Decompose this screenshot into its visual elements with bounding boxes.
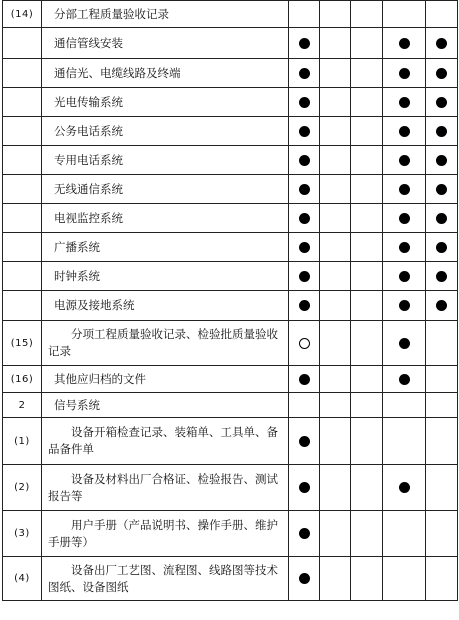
- filled-dot-mark: [299, 528, 310, 539]
- mark-cell: [320, 393, 351, 418]
- table-body: [3, 1, 458, 601]
- filled-dot-mark: [399, 482, 410, 493]
- mark-cell: [320, 366, 351, 393]
- mark-cell: [351, 88, 383, 117]
- mark-cell: [383, 511, 426, 557]
- filled-dot-mark: [299, 126, 310, 137]
- mark-cell: [289, 511, 320, 557]
- mark-cell: [426, 366, 458, 393]
- item-number: (2): [3, 465, 42, 511]
- item-number: [3, 28, 42, 59]
- mark-cell: [289, 291, 320, 321]
- mark-cell: [289, 88, 320, 117]
- item-number: [3, 59, 42, 88]
- table-row: [3, 1, 458, 28]
- mark-cell: [383, 366, 426, 393]
- filled-dot-mark: [299, 242, 310, 253]
- mark-cell: [320, 146, 351, 175]
- item-number: [3, 175, 42, 204]
- mark-cell: [351, 28, 383, 59]
- filled-dot-mark: [299, 300, 310, 311]
- item-name: 设备及材料出厂合格证、检验报告、测试报告等: [42, 465, 289, 511]
- item-name: 设备出厂工艺图、流程图、线路图等技术图纸、设备图纸: [42, 557, 289, 601]
- filled-dot-mark: [436, 126, 447, 137]
- item-name: 光电传输系统: [42, 88, 289, 117]
- mark-cell: [383, 146, 426, 175]
- item-name: 公务电话系统: [42, 117, 289, 146]
- item-number: (16): [3, 366, 42, 393]
- table-row: [3, 291, 458, 321]
- item-number: [3, 117, 42, 146]
- mark-cell: [351, 393, 383, 418]
- filled-dot-mark: [399, 68, 410, 79]
- mark-cell: [351, 418, 383, 465]
- item-number: 2: [3, 393, 42, 418]
- filled-dot-mark: [436, 213, 447, 224]
- table-row: [3, 366, 458, 393]
- mark-cell: [289, 146, 320, 175]
- item-name: 通信光、电缆线路及终端: [42, 59, 289, 88]
- filled-dot-mark: [299, 436, 310, 447]
- mark-cell: [426, 418, 458, 465]
- mark-cell: [426, 88, 458, 117]
- mark-cell: [383, 88, 426, 117]
- mark-cell: [289, 366, 320, 393]
- filled-dot-mark: [299, 38, 310, 49]
- item-name: 通信管线安装: [42, 28, 289, 59]
- mark-cell: [351, 175, 383, 204]
- mark-cell: [289, 321, 320, 366]
- table-row: [3, 262, 458, 291]
- item-number: [3, 291, 42, 321]
- mark-cell: [426, 146, 458, 175]
- mark-cell: [289, 418, 320, 465]
- mark-cell: [426, 28, 458, 59]
- table-row: [3, 28, 458, 59]
- mark-cell: [383, 1, 426, 28]
- mark-cell: [426, 321, 458, 366]
- mark-cell: [383, 557, 426, 601]
- item-number: [3, 204, 42, 233]
- filled-dot-mark: [299, 271, 310, 282]
- table-row: [3, 204, 458, 233]
- filled-dot-mark: [299, 97, 310, 108]
- filled-dot-mark: [399, 97, 410, 108]
- table-row: [3, 465, 458, 511]
- filled-dot-mark: [436, 271, 447, 282]
- mark-cell: [289, 393, 320, 418]
- mark-cell: [320, 557, 351, 601]
- mark-cell: [320, 233, 351, 262]
- mark-cell: [383, 465, 426, 511]
- table-row: [3, 175, 458, 204]
- filled-dot-mark: [399, 38, 410, 49]
- mark-cell: [351, 321, 383, 366]
- filled-dot-mark: [399, 374, 410, 385]
- filled-dot-mark: [299, 68, 310, 79]
- mark-cell: [426, 465, 458, 511]
- mark-cell: [426, 262, 458, 291]
- item-name: 分项工程质量验收记录、检验批质量验收记录: [42, 321, 289, 366]
- mark-cell: [351, 233, 383, 262]
- filled-dot-mark: [399, 155, 410, 166]
- filled-dot-mark: [399, 300, 410, 311]
- item-name: 时钟系统: [42, 262, 289, 291]
- mark-cell: [351, 511, 383, 557]
- item-name: 电视监控系统: [42, 204, 289, 233]
- mark-cell: [320, 88, 351, 117]
- mark-cell: [426, 511, 458, 557]
- mark-cell: [426, 59, 458, 88]
- filled-dot-mark: [399, 184, 410, 195]
- mark-cell: [383, 204, 426, 233]
- mark-cell: [351, 262, 383, 291]
- item-name: 无线通信系统: [42, 175, 289, 204]
- filled-dot-mark: [299, 184, 310, 195]
- item-name: 设备开箱检查记录、装箱单、工具单、备品备件单: [42, 418, 289, 465]
- mark-cell: [289, 465, 320, 511]
- item-name: 其他应归档的文件: [42, 366, 289, 393]
- filled-dot-mark: [436, 300, 447, 311]
- hollow-circle-mark: [299, 338, 310, 349]
- table-row: [3, 146, 458, 175]
- mark-cell: [320, 28, 351, 59]
- mark-cell: [383, 28, 426, 59]
- item-name: 电源及接地系统: [42, 291, 289, 321]
- table-row: [3, 418, 458, 465]
- mark-cell: [383, 291, 426, 321]
- mark-cell: [426, 117, 458, 146]
- mark-cell: [383, 117, 426, 146]
- table-row: [3, 117, 458, 146]
- item-number: [3, 88, 42, 117]
- mark-cell: [351, 59, 383, 88]
- item-number: (14): [3, 1, 42, 28]
- table-row: [3, 59, 458, 88]
- mark-cell: [351, 366, 383, 393]
- filled-dot-mark: [299, 573, 310, 584]
- mark-cell: [289, 204, 320, 233]
- mark-cell: [289, 28, 320, 59]
- item-number: [3, 146, 42, 175]
- filled-dot-mark: [299, 482, 310, 493]
- mark-cell: [289, 262, 320, 291]
- item-number: [3, 233, 42, 262]
- mark-cell: [320, 175, 351, 204]
- mark-cell: [320, 262, 351, 291]
- mark-cell: [351, 146, 383, 175]
- mark-cell: [320, 117, 351, 146]
- mark-cell: [320, 291, 351, 321]
- mark-cell: [289, 1, 320, 28]
- mark-cell: [289, 233, 320, 262]
- item-number: (3): [3, 511, 42, 557]
- table-row: [3, 393, 458, 418]
- mark-cell: [289, 117, 320, 146]
- filled-dot-mark: [436, 242, 447, 253]
- mark-cell: [351, 291, 383, 321]
- mark-cell: [351, 204, 383, 233]
- filled-dot-mark: [399, 271, 410, 282]
- filled-dot-mark: [436, 97, 447, 108]
- mark-cell: [289, 59, 320, 88]
- filled-dot-mark: [399, 242, 410, 253]
- mark-cell: [320, 1, 351, 28]
- mark-cell: [383, 59, 426, 88]
- filled-dot-mark: [399, 126, 410, 137]
- table-row: [3, 233, 458, 262]
- mark-cell: [320, 511, 351, 557]
- filled-dot-mark: [299, 213, 310, 224]
- mark-cell: [383, 418, 426, 465]
- mark-cell: [351, 557, 383, 601]
- mark-cell: [289, 175, 320, 204]
- filled-dot-mark: [299, 374, 310, 385]
- mark-cell: [426, 393, 458, 418]
- table-row: [3, 88, 458, 117]
- filled-dot-mark: [399, 213, 410, 224]
- mark-cell: [426, 557, 458, 601]
- mark-cell: [383, 321, 426, 366]
- mark-cell: [426, 175, 458, 204]
- mark-cell: [383, 393, 426, 418]
- filled-dot-mark: [299, 155, 310, 166]
- item-number: [3, 262, 42, 291]
- archive-table: [2, 0, 458, 601]
- table-row: [3, 557, 458, 601]
- item-number: (1): [3, 418, 42, 465]
- filled-dot-mark: [436, 38, 447, 49]
- item-name: 分部工程质量验收记录: [42, 1, 289, 28]
- mark-cell: [426, 291, 458, 321]
- mark-cell: [351, 465, 383, 511]
- mark-cell: [320, 465, 351, 511]
- mark-cell: [426, 204, 458, 233]
- item-name: 用户手册（产品说明书、操作手册、维护手册等）: [42, 511, 289, 557]
- filled-dot-mark: [436, 155, 447, 166]
- filled-dot-mark: [436, 184, 447, 195]
- item-name: 专用电话系统: [42, 146, 289, 175]
- item-number: (15): [3, 321, 42, 366]
- filled-dot-mark: [399, 338, 410, 349]
- mark-cell: [383, 262, 426, 291]
- item-name: 广播系统: [42, 233, 289, 262]
- mark-cell: [351, 117, 383, 146]
- item-number: (4): [3, 557, 42, 601]
- mark-cell: [351, 1, 383, 28]
- mark-cell: [383, 233, 426, 262]
- table-row: [3, 321, 458, 366]
- mark-cell: [426, 233, 458, 262]
- mark-cell: [289, 557, 320, 601]
- filled-dot-mark: [436, 68, 447, 79]
- item-name: 信号系统: [42, 393, 289, 418]
- mark-cell: [426, 1, 458, 28]
- mark-cell: [320, 59, 351, 88]
- mark-cell: [320, 418, 351, 465]
- table-row: [3, 511, 458, 557]
- mark-cell: [383, 175, 426, 204]
- mark-cell: [320, 204, 351, 233]
- mark-cell: [320, 321, 351, 366]
